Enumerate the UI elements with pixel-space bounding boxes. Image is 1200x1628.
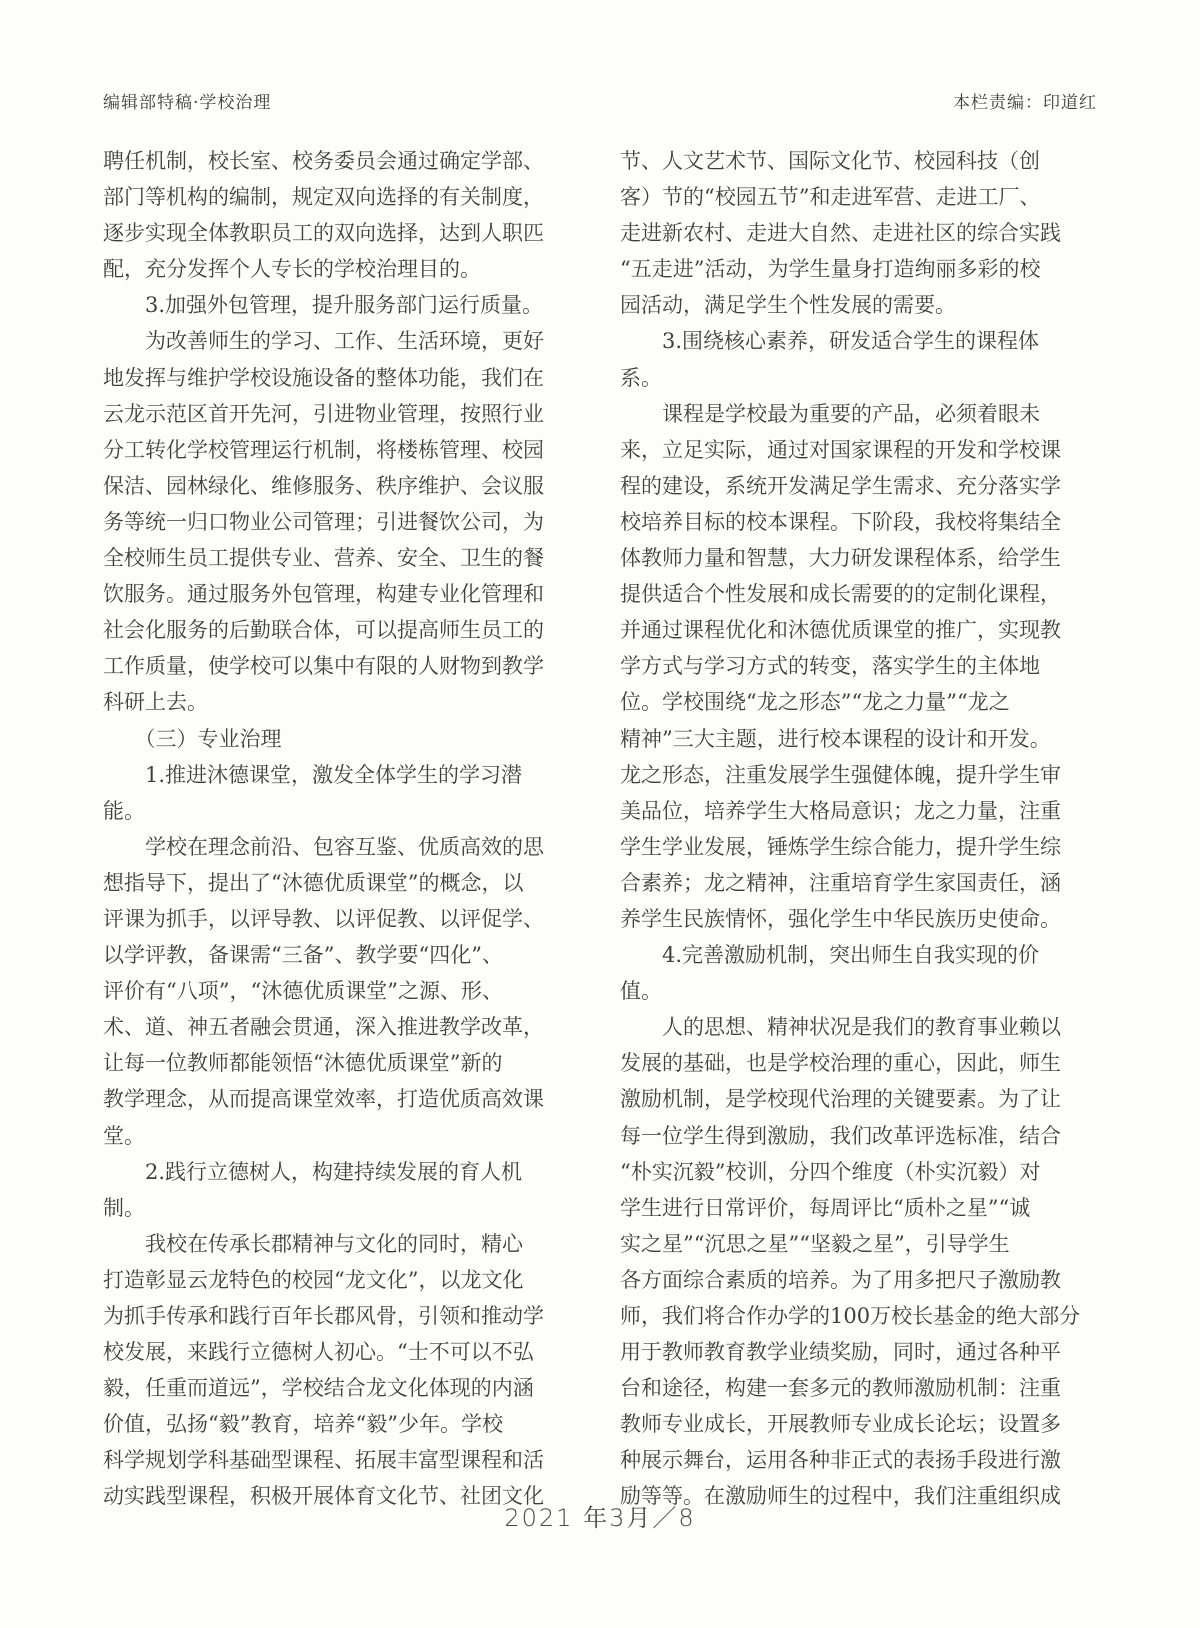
text-line: 励等等。在激励师生的过程中，我们注重组织成	[620, 1484, 1061, 1509]
text-line: “五走进”活动，为学生量身打造绚丽多彩的校	[620, 257, 1041, 282]
text-line: 科研上去。	[103, 690, 208, 715]
text-line: 务等统一归口物业公司管理；引进餐饮公司，为	[103, 509, 544, 534]
text-line: 发展的基础，也是学校治理的重心，因此，师生	[620, 1051, 1061, 1076]
text-line: 来，立足实际，通过对国家课程的开发和学校课	[620, 437, 1061, 462]
footer-issue-page-number: 2021 年3月／8	[504, 1504, 696, 1532]
text-line: 学方式与学习方式的转变，落实学生的主体地	[620, 654, 1040, 679]
text-line: 精神”三大主题，进行校本课程的设计和开发。	[620, 726, 1051, 751]
text-line: 并通过课程优化和沐德优质课堂的推广，实现教	[620, 618, 1061, 643]
text-line: 3.加强外包管理，提升服务部门运行质量。	[103, 293, 544, 318]
text-line: 师，我们将合作办学的100万校长基金的绝大部分	[620, 1304, 1081, 1328]
text-line: 科学规划学科基础型课程、拓展丰富型课程和活	[103, 1448, 544, 1473]
text-line: 人的思想、精神状况是我们的教育事业赖以	[620, 1015, 1061, 1040]
text-line: 饮服务。通过服务外包管理，构建专业化管理和	[103, 582, 544, 607]
text-line: 动实践型课程，积极开展体育文化节、社团文化	[103, 1484, 544, 1509]
text-line: 学生学业发展，锤炼学生综合能力，提升学生综	[620, 834, 1061, 859]
page-footer	[0, 1498, 1200, 1533]
text-line: 配，充分发挥个人专长的学校治理目的。	[103, 257, 481, 282]
text-line: 价值，弘扬“毅”教育，培养“毅”少年。学校	[103, 1412, 503, 1437]
text-line: 术、道、神五者融会贯通，深入推进教学改革，	[103, 1015, 544, 1040]
text-line: 4.完善激励机制，突出师生自我实现的价	[620, 943, 1040, 968]
text-line: 校培养目标的校本课程。下阶段，我校将集结全	[620, 509, 1061, 534]
text-line: 评价有“八项”，“沐德优质课堂”之源、形、	[103, 979, 503, 1004]
text-line: 毅，任重而道远”，学校结合龙文化体现的内涵	[103, 1376, 534, 1401]
text-line: 养学生民族情怀，强化学生中华民族历史使命。	[620, 906, 1061, 931]
text-line: 想指导下，提出了“沐德优质课堂”的概念，以	[103, 870, 524, 895]
text-line: 以学评教，备课需“三备”、教学要“四化”、	[103, 943, 503, 968]
column-left	[103, 143, 564, 1515]
text-line: 美品位，培养学生大格局意识；龙之力量，注重	[620, 798, 1061, 823]
text-line: 逐步实现全体教职员工的双向选择，达到人职匹	[103, 221, 544, 246]
text-line: 分工转化学校管理运行机制，将楼栋管理、校园	[103, 437, 544, 462]
text-line: 各方面综合素质的培养。为了用多把尺子激励教	[620, 1267, 1061, 1292]
text-line: 我校在传承长郡精神与文化的同时，精心	[103, 1231, 523, 1256]
text-line: 校发展，来践行立德树人初心。“士不可以不弘	[103, 1340, 534, 1365]
text-line: 台和途径，构建一套多元的教师激励机制：注重	[620, 1376, 1061, 1401]
text-line: 保洁、园林绿化、维修服务、秩序维护、会议服	[103, 473, 544, 498]
column-right	[620, 143, 1081, 1515]
text-line: 龙之形态，注重发展学生强健体魄，提升学生审	[620, 762, 1061, 787]
header-editor-credit: 本栏责编：印道红	[953, 93, 1097, 113]
text-line: 地发挥与维护学校设施设备的整体功能，我们在	[103, 365, 544, 390]
text-line: 体教师力量和智慧，大力研发课程体系，给学生	[620, 546, 1061, 571]
text-line: 打造彰显云龙特色的校园“龙文化”，以龙文化	[103, 1267, 524, 1292]
text-line: 评课为抓手，以评导教、以评促教、以评促学、	[103, 906, 544, 931]
text-line: 工作质量，使学校可以集中有限的人财物到教学	[103, 654, 544, 679]
text-line: 程的建设，系统开发满足学生需求、充分落实学	[620, 473, 1061, 498]
text-line: 全校师生员工提供专业、营养、安全、卫生的餐	[103, 546, 544, 571]
text-line: 学校在理念前沿、包容互鉴、优质高效的思	[103, 834, 544, 859]
text-line: 2.践行立德树人，构建持续发展的育人机	[103, 1159, 523, 1184]
text-line: 激励机制，是学校现代治理的关键要素。为了让	[620, 1087, 1061, 1112]
text-line: 让每一位教师都能领悟“沐德优质课堂”新的	[103, 1051, 503, 1076]
text-line: 社会化服务的后勤联合体，可以提高师生员工的	[103, 618, 544, 643]
text-line: 提供适合个性发展和成长需要的的定制化课程，	[620, 582, 1061, 607]
text-line: 实之星”“沉思之星”“坚毅之星”，引导学生	[620, 1231, 1010, 1256]
text-line: 3.围绕核心素养，研发适合学生的课程体	[620, 329, 1040, 354]
text-line: “朴实沉毅”校训，分四个维度（朴实沉毅）对	[620, 1159, 1041, 1184]
text-line: 聘任机制，校长室、校务委员会通过确定学部、	[103, 149, 544, 173]
text-line: 云龙示范区首开先河，引进物业管理，按照行业	[103, 401, 544, 426]
article-body	[103, 143, 1081, 1515]
text-line: 堂。	[103, 1123, 145, 1148]
text-line: 为改善师生的学习、工作、生活环境，更好	[103, 329, 544, 354]
text-line: 客）节的“校园五节”和走进军营、走进工厂、	[620, 185, 1041, 210]
text-line: 系。	[620, 365, 662, 390]
text-line: 走进新农村、走进大自然、走进社区的综合实践	[620, 221, 1061, 246]
text-line: 能。	[103, 798, 145, 823]
text-line: 每一位学生得到激励，我们改革评选标准，结合	[620, 1123, 1061, 1148]
text-line: 园活动，满足学生个性发展的需要。	[620, 293, 956, 318]
text-line: 部门等机构的编制，规定双向选择的有关制度，	[103, 185, 544, 210]
text-line: 值。	[620, 979, 662, 1004]
text-line: 为抓手传承和践行百年长郡风骨，引领和推动学	[103, 1304, 544, 1328]
text-line: 课程是学校最为重要的产品，必须着眼未	[620, 401, 1040, 426]
text-line: （三）专业治理	[103, 726, 282, 751]
text-line: 种展示舞台，运用各种非正式的表扬手段进行激	[620, 1448, 1061, 1473]
text-line: 教师专业成长，开展教师专业成长论坛；设置多	[620, 1412, 1061, 1437]
text-line: 合素养；龙之精神，注重培育学生家国责任，涵	[620, 870, 1061, 895]
text-line: 学生进行日常评价，每周评比“质朴之星”“诚	[620, 1195, 1031, 1220]
text-line: 位。学校围绕“龙之形态”“龙之力量”“龙之	[620, 690, 1010, 715]
page-header	[103, 88, 1097, 113]
text-line: 节、人文艺术节、国际文化节、校园科技（创	[620, 149, 1040, 173]
text-line: 教学理念，从而提高课堂效率，打造优质高效课	[103, 1087, 544, 1112]
text-line: 1.推进沐德课堂，激发全体学生的学习潜	[103, 762, 523, 787]
text-line: 制。	[103, 1195, 145, 1220]
text-line: 用于教师教育教学业绩奖励，同时，通过各种平	[620, 1340, 1061, 1365]
header-section-title: 编辑部特稿·学校治理	[103, 93, 272, 113]
